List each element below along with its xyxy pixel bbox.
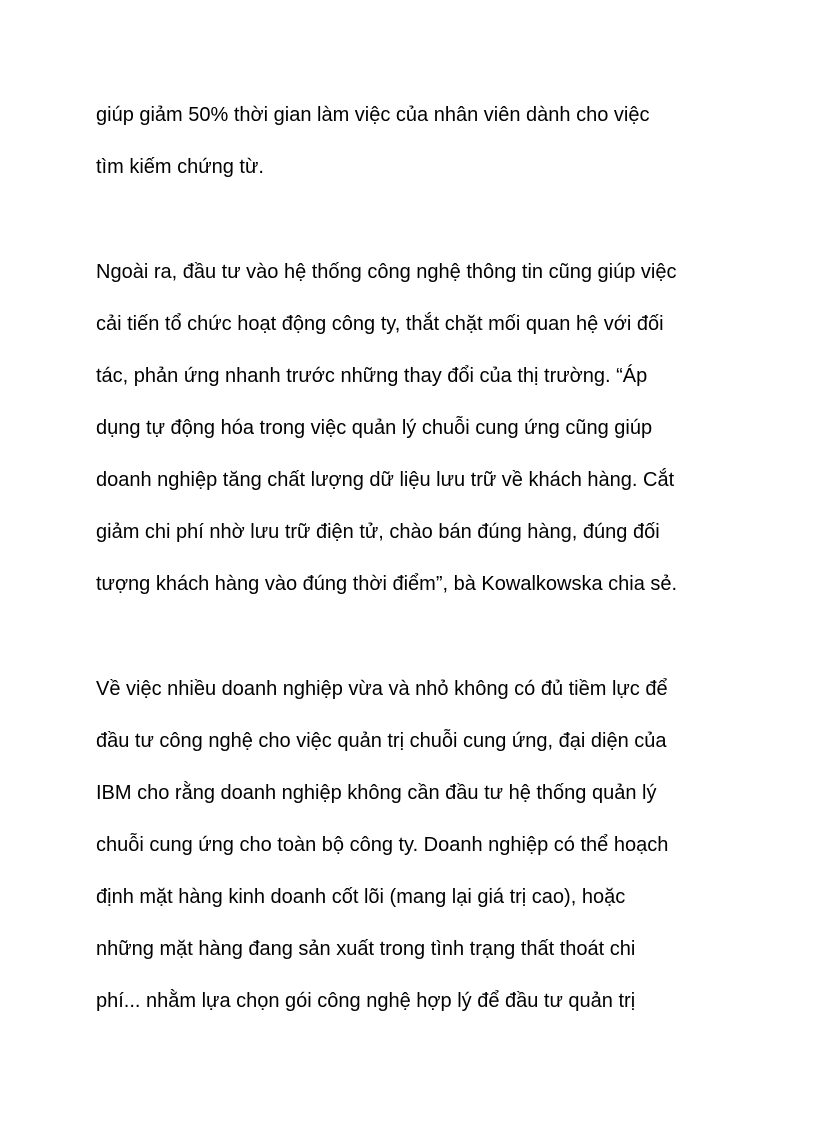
text-line: doanh nghiệp tăng chất lượng dữ liệu lưu trữ về khách hàng. Cắt xyxy=(96,469,675,491)
text-line: tượng khách hàng vào đúng thời điểm”, bà Kowalkowska chia sẻ. xyxy=(96,573,678,595)
text-line: định mặt hàng kinh doanh cốt lõi (mang lại giá trị cao), hoặc xyxy=(96,886,626,908)
text-line: chuỗi cung ứng cho toàn bộ công ty. Doanh nghiệp có thể hoạch xyxy=(96,834,669,856)
text-line: IBM cho rằng doanh nghiệp không cần đầu tư hệ thống quản lý xyxy=(96,782,657,804)
text-line: Về việc nhiều doanh nghiệp vừa và nhỏ không có đủ tiềm lực để xyxy=(96,678,668,700)
text-line: dụng tự động hóa trong việc quản lý chuỗi cung ứng cũng giúp xyxy=(96,417,653,439)
text-line: cải tiến tổ chức hoạt động công ty, thắt chặt mối quan hệ với đối xyxy=(96,313,664,335)
text-line: tác, phản ứng nhanh trước những thay đổi của thị trường. “Áp xyxy=(96,365,648,387)
text-line: Ngoài ra, đầu tư vào hệ thống công nghệ thông tin cũng giúp việc xyxy=(96,261,677,283)
text-line: phí... nhằm lựa chọn gói công nghệ hợp lý để đầu tư quản trị xyxy=(96,990,636,1012)
text-line: những mặt hàng đang sản xuất trong tình trạng thất thoát chi xyxy=(96,938,636,960)
text-line: giảm chi phí nhờ lưu trữ điện tử, chào bán đúng hàng, đúng đối xyxy=(96,521,660,543)
text-line: giúp giảm 50% thời gian làm việc của nhân viên dành cho việc xyxy=(96,104,650,126)
text-line: đầu tư công nghệ cho việc quản trị chuỗi cung ứng, đại diện của xyxy=(96,730,667,752)
text-line: tìm kiếm chứng từ. xyxy=(96,156,264,178)
